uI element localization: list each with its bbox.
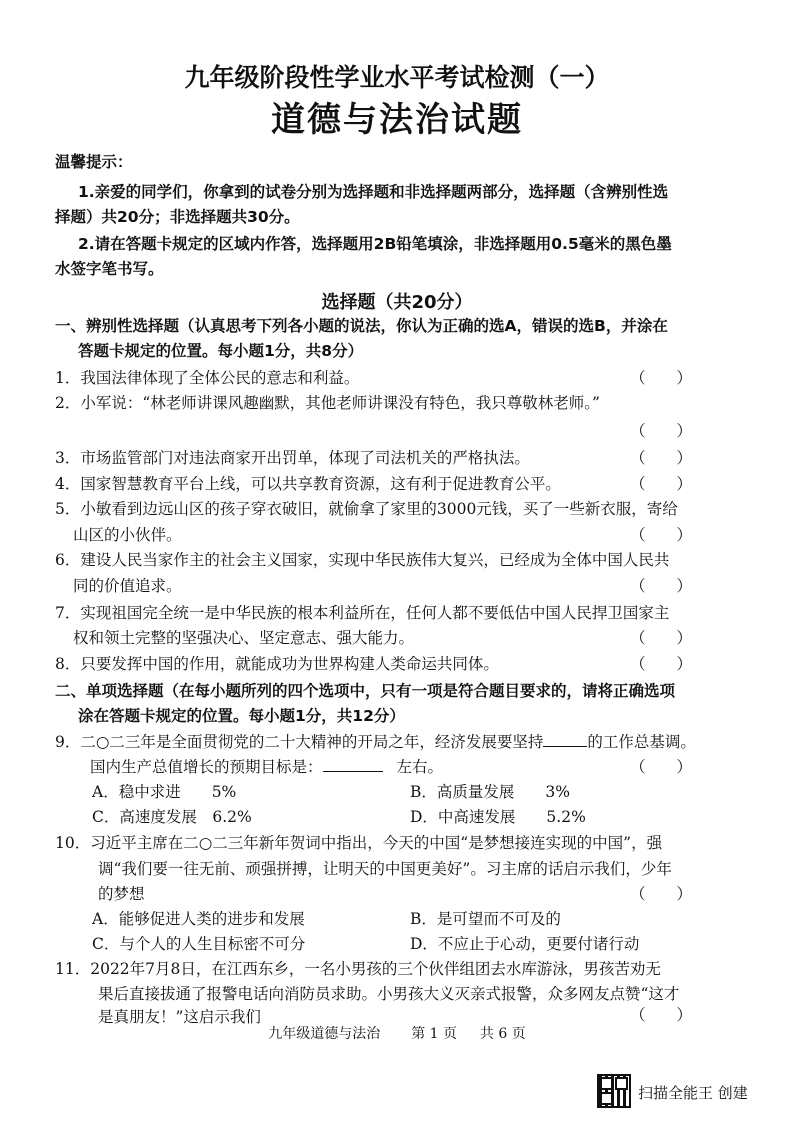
answer-paren-7: （ ） — [630, 629, 693, 647]
question-9-line2 — [90, 755, 443, 777]
question-6-line2: 同的价值追求。 — [73, 577, 182, 595]
question-1: 1．我国法律体现了全体公民的意志和利益。 — [55, 369, 360, 387]
question-10-option-b: B．是可望而不可及的 — [410, 910, 561, 928]
question-4: 4．国家智慧教育平台上线，可以共享教育资源，这有利于促进教育公平。 — [55, 475, 561, 493]
answer-paren-4: （ ） — [630, 475, 693, 493]
answer-paren-2: （ ） — [630, 422, 693, 440]
qr-code-icon — [597, 1074, 631, 1108]
notice-p2-line2: 水签字笔书写。 — [55, 260, 164, 278]
part2-heading-rest: （在每小题所列的四个选项中，只有一项是符合题目要求的，请将正确选项 — [163, 682, 676, 700]
question-9-text-d: 左右。 — [396, 758, 444, 776]
answer-paren-10: （ ） — [630, 885, 693, 903]
notice-p1-line1: 1.亲爱的同学们，你拿到的试卷分别为选择题和非选择题两部分，选择题（含辨别性选 — [78, 183, 669, 201]
question-10-line3: 的梦想 — [98, 885, 145, 903]
exam-subject-title: 道德与法治试题 — [271, 100, 523, 140]
notice-p2-line1: 2.请在答题卡规定的区域内作答，选择题用2B铅笔填涂，非选择题用0.5毫米的黑色墨 — [78, 235, 672, 253]
question-9-option-b: B．高质量发展 3% — [410, 783, 570, 801]
part1-heading-label: 一、辨别性选择题 — [55, 317, 180, 335]
answer-blank — [543, 746, 587, 747]
question-9-option-a: A．稳中求进 5% — [92, 783, 237, 801]
part1-heading-line2: 答题卡规定的位置。每小题1分，共8分） — [78, 342, 364, 360]
footer-page: 第 1 页 — [411, 1026, 457, 1042]
question-10-option-d: D．不应止于心动，更要付诸行动 — [410, 935, 640, 953]
notice-p1-line2: 择题）共20分；非选择题共30分。 — [55, 208, 300, 226]
question-11-line2: 果后直接拔通了报警电话向消防员求助。小男孩大义灭亲式报警，众多网友点赞“这才 — [98, 985, 680, 1003]
question-9-option-d: D．中高速发展 5.2% — [410, 808, 586, 826]
answer-paren-6: （ ） — [630, 577, 693, 595]
question-8: 8．只要发挥中国的作用，就能成功为世界构建人类命运共同体。 — [55, 655, 499, 673]
question-9-text-c: 国内生产总值增长的预期目标是： — [90, 758, 323, 776]
part1-heading-rest: （认真思考下列各小题的说法，你认为正确的选A，错误的选B，并涂在 — [179, 317, 668, 335]
answer-paren-5: （ ） — [630, 526, 693, 544]
question-11-line3: 是真朋友！”这启示我们 — [98, 1008, 261, 1026]
question-9-option-c: C．高速度发展 6.2% — [92, 808, 252, 826]
answer-paren-11: （ ） — [630, 1006, 693, 1024]
question-3: 3．市场监管部门对违法商家开出罚单，体现了司法机关的严格执法。 — [55, 449, 530, 467]
answer-paren-8: （ ） — [630, 655, 693, 673]
part2-heading-label: 二、单项选择题 — [55, 682, 164, 700]
question-10-line1: 10．习近平主席在二○二三年新年贺词中指出，今天的中国“是梦想接连实现的中国”，强 — [55, 834, 663, 852]
question-10-option-a: A．能够促进人类的进步和发展 — [92, 910, 305, 928]
question-11-line1: 11．2022年7月8日，在江西东乡，一名小男孩的三个伙伴组团去水库游泳，男孩苦劝无 — [55, 960, 661, 978]
question-9-text-a: 9．二○二三年是全面贯彻党的二十大精神的开局之年，经济发展要坚持 — [55, 733, 544, 751]
answer-paren-1: （ ） — [630, 369, 693, 387]
page-title: 九年级阶段性学业水平考试检测（一） — [184, 63, 610, 92]
question-10-line2: 调“我们要一往无前、顽强拼搏，让明天的中国更美好”。习主席的话启示我们，少年 — [98, 860, 672, 878]
part1-heading — [55, 314, 668, 336]
answer-paren-9: （ ） — [630, 758, 693, 776]
question-2: 2．小军说：“林老师讲课风趣幽默，其他老师讲课没有特色，我只尊敬林老师。” — [55, 394, 600, 412]
question-5-line2: 山区的小伙伴。 — [73, 526, 182, 544]
question-6-line1: 6．建设人民当家作主的社会主义国家，实现中华民族伟大复兴，已经成为全体中国人民共 — [55, 551, 670, 569]
page-footer — [0, 1023, 794, 1043]
footer-subject: 九年级道德与法治 — [268, 1026, 381, 1042]
part2-heading-line2: 涂在答题卡规定的位置。每小题1分，共12分） — [78, 707, 405, 725]
section-title: 选择题（共20分） — [321, 292, 473, 313]
question-5-line1: 5．小敏看到边远山区的孩子穿衣破旧，就偷拿了家里的3000元钱，买了一些新衣服，寄给 — [55, 500, 678, 518]
part2-heading — [55, 679, 675, 701]
scanner-watermark: 扫描全能王 创建 — [638, 1084, 748, 1102]
footer-total: 共 6 页 — [479, 1026, 526, 1042]
answer-blank — [323, 771, 383, 772]
question-10-option-c: C．与个人的人生目标密不可分 — [92, 935, 306, 953]
question-7-line2: 权和领土完整的坚强决心、坚定意志、强大能力。 — [73, 629, 415, 647]
question-7-line1: 7．实现祖国完全统一是中华民族的根本利益所在，任何人都不要低估中国人民捍卫国家主 — [55, 604, 670, 622]
notice-heading: 温馨提示： — [55, 153, 133, 171]
answer-paren-3: （ ） — [630, 449, 693, 467]
question-9-line1 — [55, 730, 696, 752]
question-9-text-b: 的工作总基调。 — [587, 733, 696, 751]
